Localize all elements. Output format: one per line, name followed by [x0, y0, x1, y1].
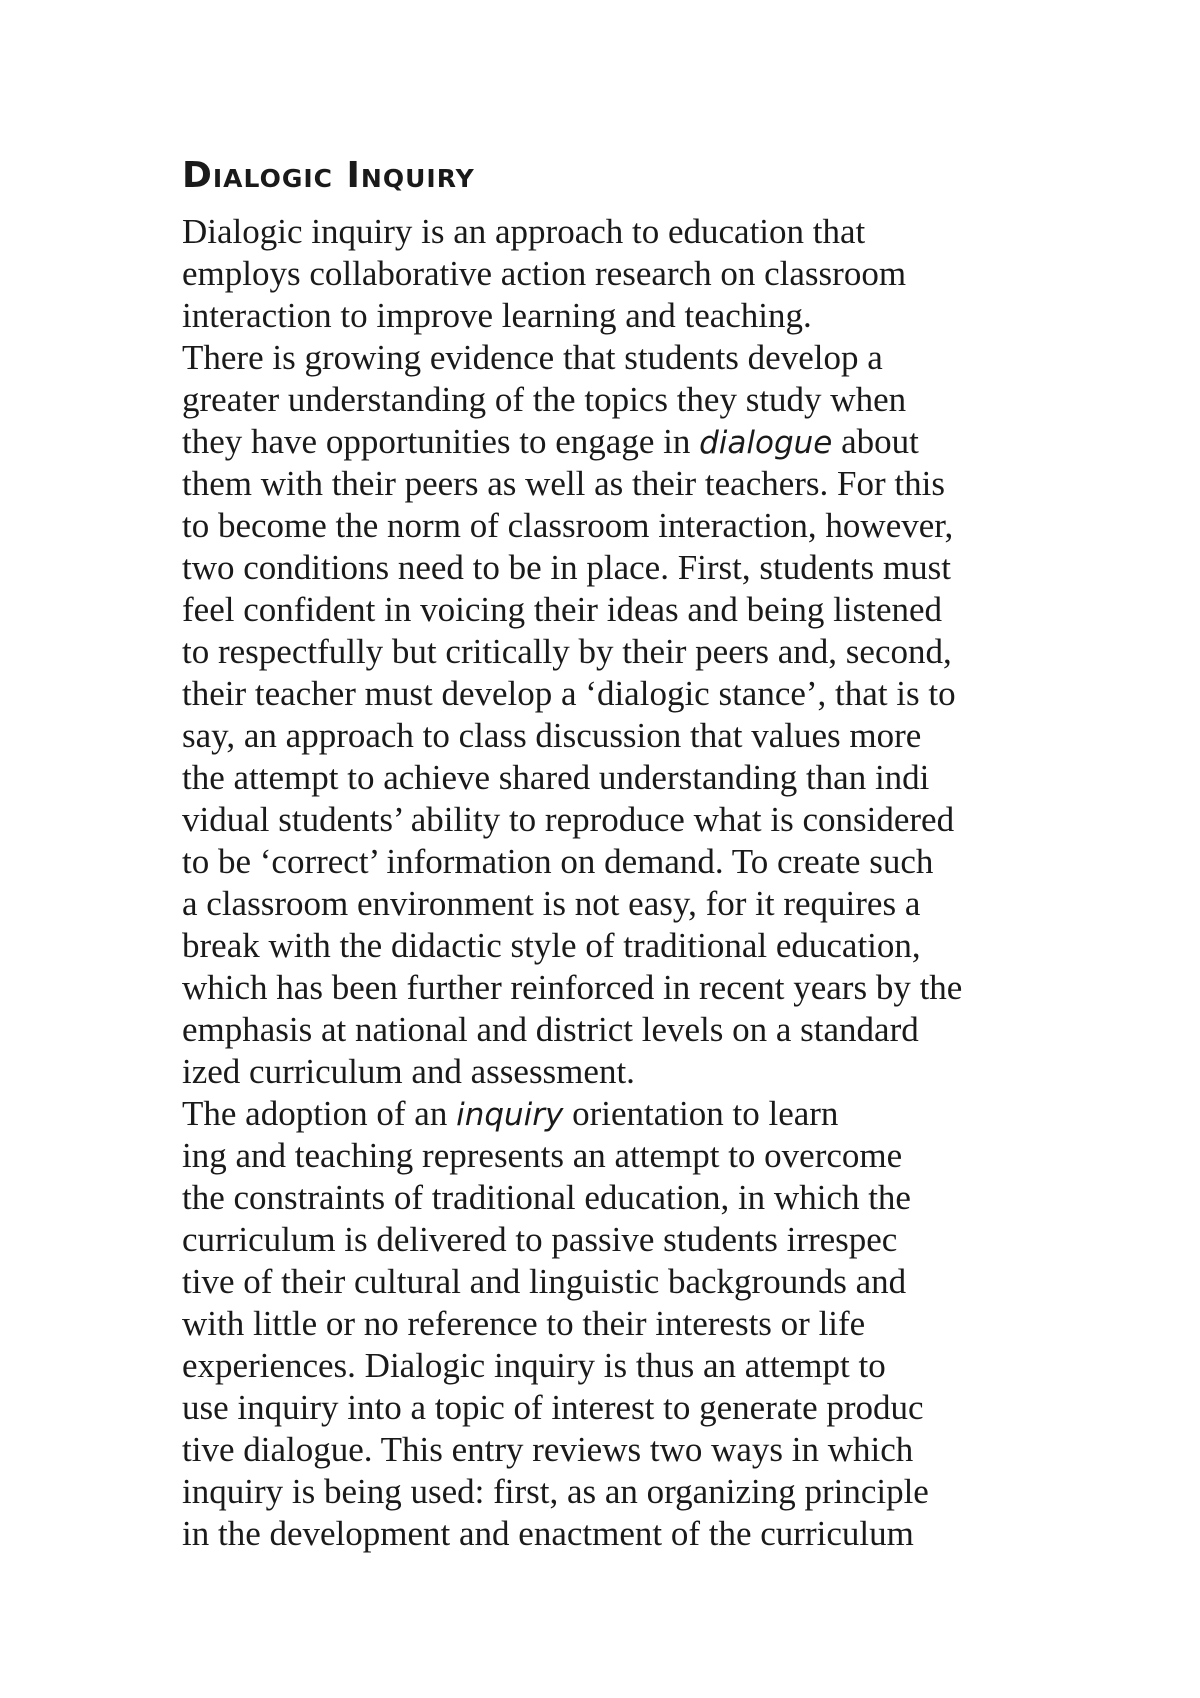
text-line: to be ‘correct’ information on demand. To create such — [182, 842, 934, 881]
text-line: say, an approach to class discussion that values more — [182, 716, 922, 755]
entry-title: Dialogic Inquiry — [182, 155, 475, 196]
text-line: they have opportunities to engage in dialogue about — [182, 422, 919, 461]
text-line: use inquiry into a topic of interest to generate produc — [182, 1388, 924, 1427]
text-line: There is growing evidence that students develop a — [182, 338, 883, 377]
text-line: employs collaborative action research on classroom — [182, 254, 907, 293]
text-line: them with their peers as well as their teachers. For this — [182, 464, 945, 503]
text-line: greater understanding of the topics they study when — [182, 380, 907, 419]
text-line: ized curriculum and assessment. — [182, 1052, 635, 1091]
text-line: the attempt to achieve shared understanding than indi — [182, 758, 930, 797]
text-line: tive dialogue. This entry reviews two ways in which — [182, 1430, 914, 1469]
text-line: curriculum is delivered to passive students irrespec — [182, 1220, 898, 1259]
text-line: vidual students’ ability to reproduce what is considered — [182, 800, 955, 839]
text-line: in the development and enactment of the curriculum — [182, 1514, 914, 1553]
text-line: two conditions need to be in place. First, students must — [182, 548, 951, 587]
text-line: inquiry is being used: first, as an organizing principle — [182, 1472, 929, 1511]
text-line: Dialogic inquiry is an approach to education that — [182, 212, 866, 251]
text-line: ing and teaching represents an attempt to overcome — [182, 1136, 903, 1175]
text-line: emphasis at national and district levels on a standard — [182, 1010, 919, 1049]
text-line: tive of their cultural and linguistic backgrounds and — [182, 1262, 907, 1301]
text-line: with little or no reference to their interests or life — [182, 1304, 866, 1343]
text-line: a classroom environment is not easy, for it requires a — [182, 884, 921, 923]
emphasis-term-inquiry: inquiry — [456, 1097, 564, 1133]
text-line: which has been further reinforced in recent years by the — [182, 968, 963, 1007]
text-line: break with the didactic style of traditional education, — [182, 926, 921, 965]
text-line: to become the norm of classroom interaction, however, — [182, 506, 954, 545]
entry-body — [182, 145, 1012, 1555]
text-line: The adoption of an inquiry orientation to learn — [182, 1094, 839, 1133]
text-line: interaction to improve learning and teaching. — [182, 296, 812, 335]
text-line: experiences. Dialogic inquiry is thus an attempt to — [182, 1346, 886, 1385]
text-line: their teacher must develop a ‘dialogic stance’, that is to — [182, 674, 956, 713]
emphasis-term-dialogue: dialogue — [699, 425, 833, 461]
text-line: the constraints of traditional education, in which the — [182, 1178, 911, 1217]
text-line: to respectfully but critically by their peers and, second, — [182, 632, 952, 671]
text-line: feel confident in voicing their ideas and being listened — [182, 590, 943, 629]
